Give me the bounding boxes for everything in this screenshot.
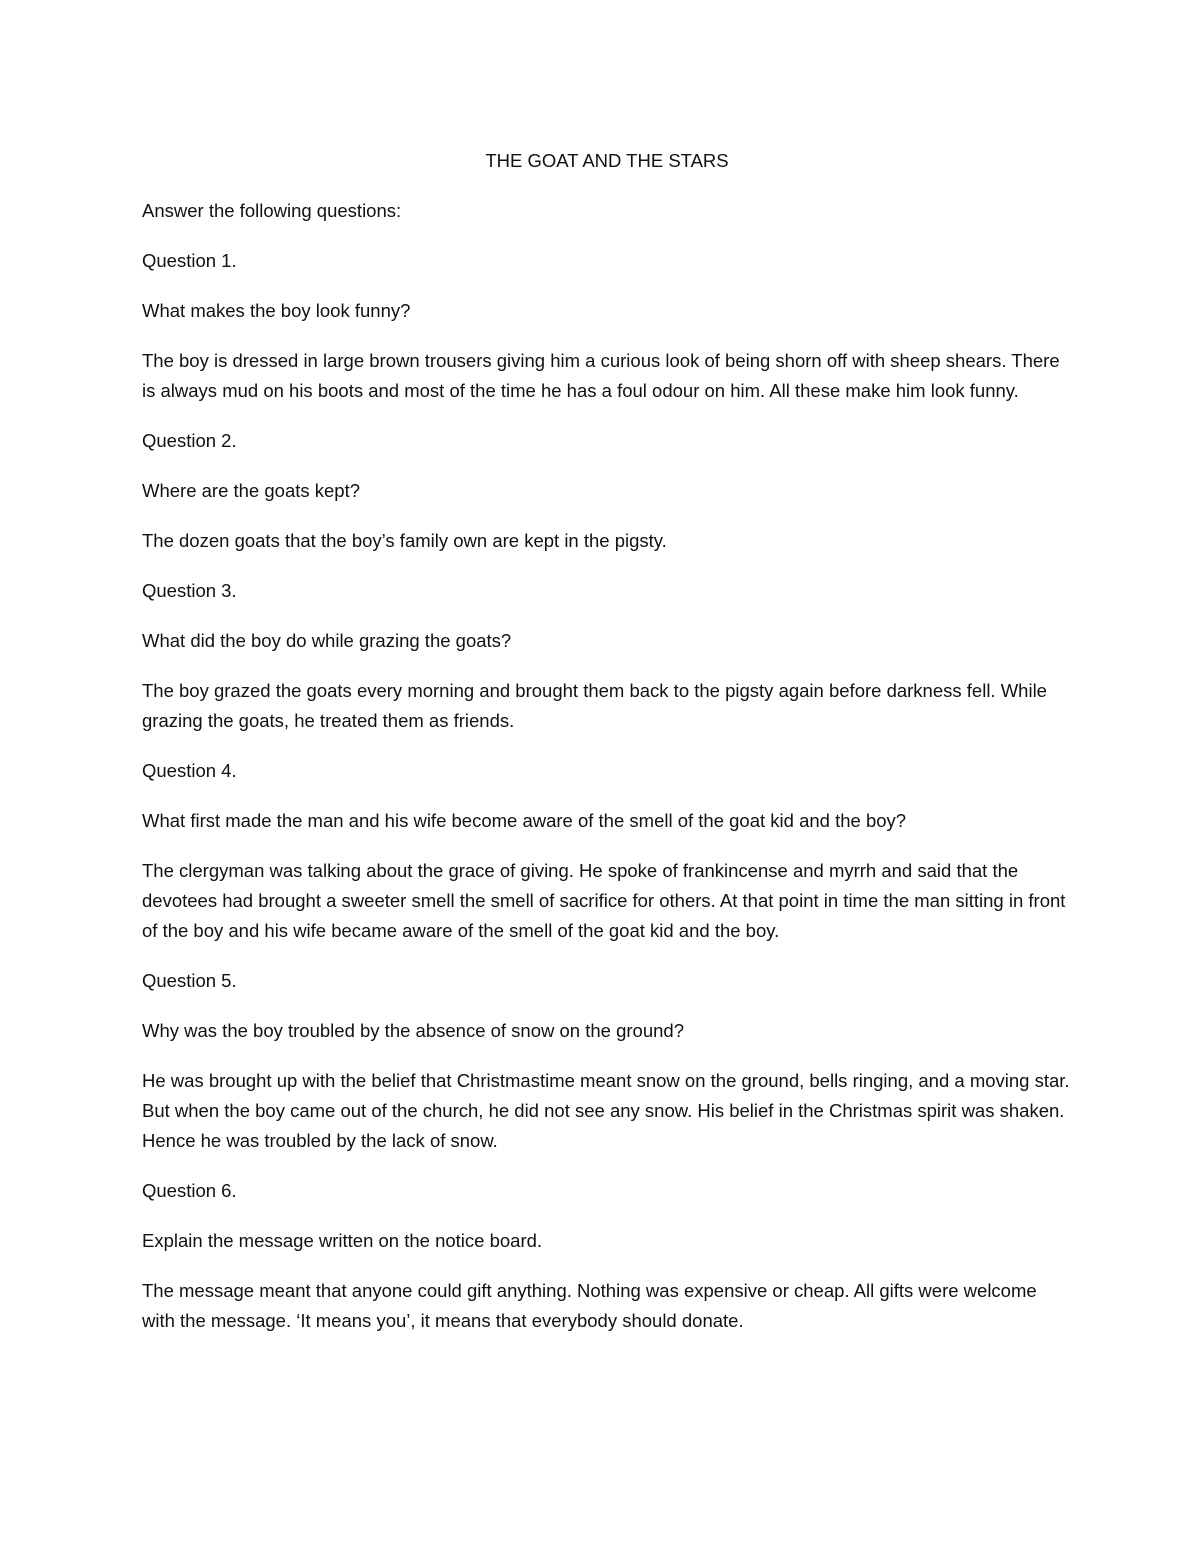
question-block: [142, 1176, 1072, 1336]
question-text: Explain the message written on the notice board.: [142, 1230, 543, 1251]
question-label: Question 1.: [142, 250, 237, 271]
question-text: What makes the boy look funny?: [142, 300, 411, 321]
answer-text: The boy grazed the goats every morning and brought them back to the pigsty again before darkness fell. While grazing the goats, he treated them as friends.: [142, 680, 1047, 731]
question-text: What did the boy do while grazing the goats?: [142, 630, 512, 651]
question-label: Question 4.: [142, 760, 237, 781]
question-text: Where are the goats kept?: [142, 480, 361, 501]
document-title: THE GOAT AND THE STARS: [485, 150, 729, 171]
question-block: [142, 966, 1072, 1156]
question-text: Why was the boy troubled by the absence of snow on the ground?: [142, 1020, 684, 1041]
question-label: Question 6.: [142, 1180, 237, 1201]
question-list: [142, 246, 1072, 1336]
question-label: Question 5.: [142, 970, 237, 991]
question-block: [142, 756, 1072, 946]
instruction-text: Answer the following questions:: [142, 200, 402, 221]
answer-text: The clergyman was talking about the grace of giving. He spoke of frankincense and myrrh and said that the devotees had brought a sweeter smell the smell of sacrifice for others. At that point in time the man sitting in front of the boy and his wife became aware of the smell of the goat kid and the boy.: [142, 860, 1066, 941]
question-block: [142, 246, 1072, 406]
question-block: [142, 426, 1072, 556]
question-label: Question 2.: [142, 430, 237, 451]
answer-text: The dozen goats that the boy’s family own are kept in the pigsty.: [142, 530, 667, 551]
question-label: Question 3.: [142, 580, 237, 601]
question-text: What first made the man and his wife become aware of the smell of the goat kid and the boy?: [142, 810, 907, 831]
document-body: [142, 146, 1072, 1356]
question-block: [142, 576, 1072, 736]
answer-text: The message meant that anyone could gift anything. Nothing was expensive or cheap. All gifts were welcome with the message. ‘It means you’, it means that everybody should donate.: [142, 1280, 1037, 1331]
answer-text: The boy is dressed in large brown trousers giving him a curious look of being shorn off with sheep shears. There is always mud on his boots and most of the time he has a foul odour on him. All these make him look funny.: [142, 350, 1060, 401]
answer-text: He was brought up with the belief that Christmastime meant snow on the ground, bells ringing, and a moving star. But when the boy came out of the church, he did not see any snow. His belief in the Christmas spirit was shaken. Hence he was troubled by the lack of snow.: [142, 1070, 1070, 1151]
